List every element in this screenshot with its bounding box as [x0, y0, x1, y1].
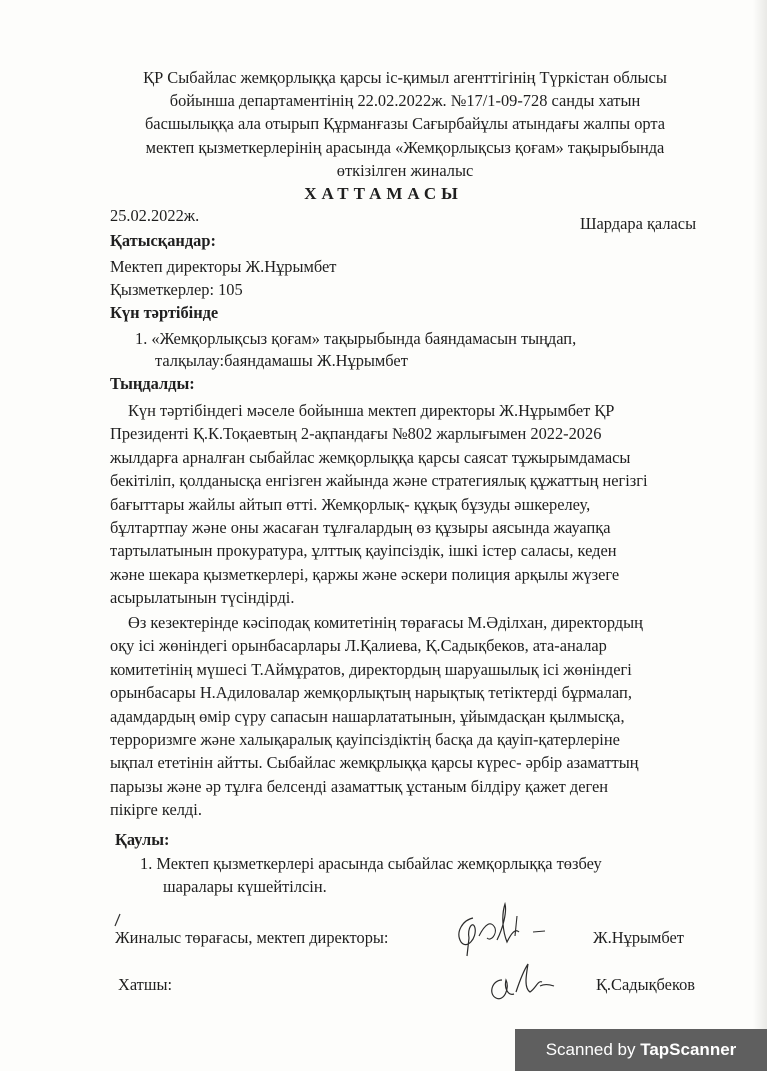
header-line: ҚР Сыбайлас жемқорлыққа қарсы іс-қимыл агенттігінің Түркістан облысы [143, 68, 667, 87]
paragraph-line: ықпал ететінін айтты. Сыбайлас жемқрлыққа қарсы күрес- әрбір азаматтың [110, 753, 639, 773]
watermark-brand: TapScanner [640, 1040, 737, 1059]
listened-heading: Тыңдалды: [110, 374, 195, 393]
page-edge-shadow [753, 0, 767, 1071]
paragraph-line: адамдардың өмір сүру сапасын нашарлататынын, ұйымдасқан қылмысқа, [110, 706, 625, 726]
discussion-paragraph [110, 611, 643, 822]
resolution-line: шаралары күшейтілсін. [163, 877, 327, 896]
agenda-item-line: 1. «Жемқорлықсыз қоғам» тақырыбында баяндамасын тыңдап, [135, 329, 577, 348]
paragraph-line: пікірге келді. [110, 800, 202, 820]
paragraph-line: терроризмге және халықаралық қауіпсіздіктің басқа да қауіп-қатерлеріне [110, 730, 620, 750]
paragraph-line: Күн тәртібіндегі мәселе бойынша мектеп директоры Ж.Нұрымбет ҚР [128, 401, 615, 420]
header-line: мектеп қызметкерлерінің арасында «Жемқорлықсыз қоғам» тақырыбында [145, 137, 665, 157]
paragraph-line: және шекара қызметкерлері, қаржы және әскери полиция арқылы жүзеге [110, 564, 620, 584]
secretary-label: Хатшы: [118, 975, 173, 994]
document-header [100, 66, 710, 182]
header-line: бойынша департаментінің 22.02.2022ж. №17/1-09-728 санды хатын [169, 91, 641, 111]
scanner-watermark [515, 1029, 767, 1071]
participant-line: Мектеп директоры Ж.Нұрымбет [110, 257, 337, 276]
resolved-heading: Қаулы: [115, 830, 170, 849]
paragraph-line: бұлтартпау және оны жасаған тұлғалардың өз құзыры аясында жауапқа [110, 518, 611, 538]
participants-heading: Қатысқандар: [110, 231, 216, 250]
paragraph-line: бағыттары жайлы айтып өтті. Жемқорлық- құқық бұзуды әшкерелеу, [110, 494, 591, 514]
header-line: өткізілген жиналыс [336, 160, 474, 180]
participant-line: Қызметкерлер: 105 [110, 280, 243, 299]
document-title: ХАТТАМАСЫ [304, 184, 463, 203]
document-city: Шардара қаласы [580, 214, 697, 233]
paragraph-line: асырылатынын түсіндірді. [110, 588, 295, 608]
paragraph-line: Президенті Қ.К.Тоқаевтың 2-ақпандағы №802 жарлығымен 2022-2026 [110, 424, 602, 444]
paragraph-line: оқу ісі жөніндегі орынбасарлары Л.Қалиева, Қ.Садықбеков, ата-аналар [110, 636, 607, 656]
agenda-heading: Күн тәртібінде [110, 303, 219, 322]
pen-mark-icon [112, 912, 124, 928]
document-date: 25.02.2022ж. [110, 206, 200, 225]
agenda-item-line: талқылау:баяндамашы Ж.Нұрымбет [155, 351, 408, 370]
chairman-signature [445, 898, 555, 960]
paragraph-line: орынбасары Н.Адиловалар жемқорлықтың нарықтық тетіктерді бұрмалап, [110, 683, 632, 703]
watermark-prefix: Scanned by [545, 1040, 641, 1059]
paragraph-line: тартылатынын прокуратура, ұлттық қауіпсіздік, ішкі істер саласы, кеден [110, 541, 617, 561]
secretary-name: Қ.Садықбеков [596, 975, 696, 994]
secretary-signature [480, 958, 560, 1006]
paragraph-line: парызы және әр тұлға белсенді азаматтық ұстаным білдіру қажет деген [110, 776, 609, 796]
paragraph-line: жылдарға арналған сыбайлас жемқорлыққа қарсы саясат тұжырымдамасы [110, 447, 631, 467]
paragraph-line: бекітіліп, қолданысқа енгізген жайында және стратегиялық құжаттың негізгі [110, 471, 648, 491]
header-line: басшылыққа ала отырып Құрманғазы Сағырбайұлы атындағы жалпы орта [144, 114, 666, 134]
listened-paragraph [110, 399, 648, 610]
resolution-line: 1. Мектеп қызметкерлері арасында сыбайлас жемқорлыққа төзбеу [140, 854, 602, 873]
paragraph-line: комитетінің мүшесі Т.Аймұратов, директордың шаруашылық ісі жөніндегі [110, 659, 632, 679]
paragraph-line: Өз кезектерінде кәсіподақ комитетінің төрағасы М.Әділхан, директордың [128, 613, 643, 632]
chairman-name: Ж.Нұрымбет [593, 928, 684, 947]
chairman-label: Жиналыс төрағасы, мектеп директоры: [115, 928, 389, 947]
